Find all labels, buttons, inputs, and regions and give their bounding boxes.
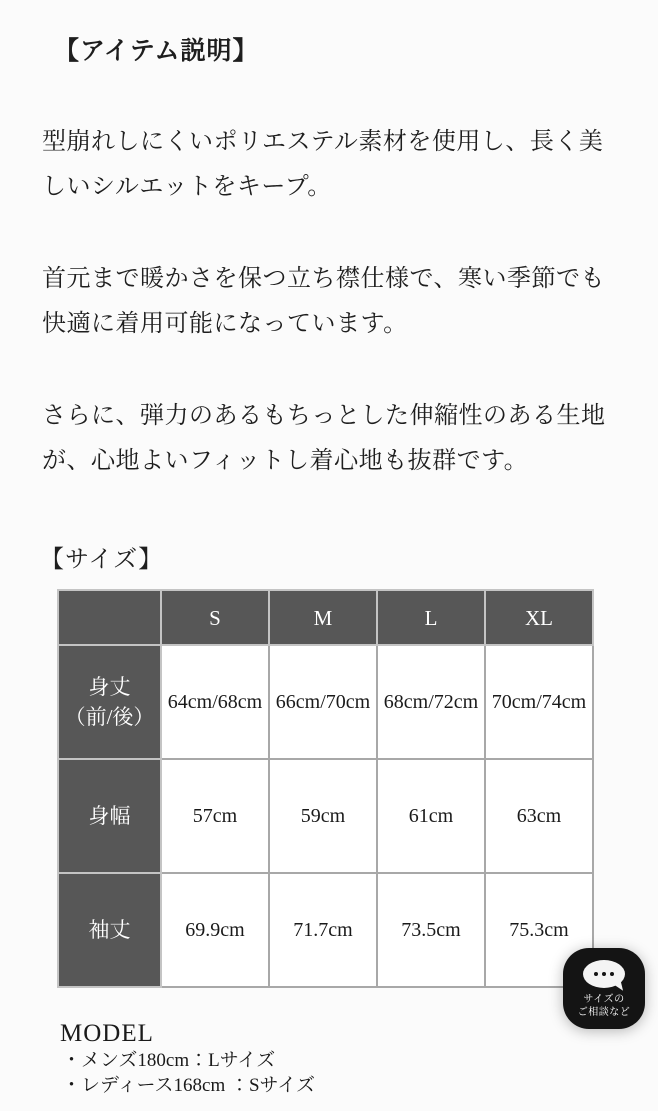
- item-description-heading: 【アイテム説明】: [54, 37, 259, 65]
- size-value-cell: 66cm/70cm: [269, 645, 377, 759]
- size-value-cell: 70cm/74cm: [485, 645, 593, 759]
- size-column-header-xl: XL: [485, 590, 593, 645]
- size-row-label: 袖丈: [58, 873, 161, 987]
- size-heading: 【サイズ】: [40, 547, 164, 573]
- item-description-text: [42, 119, 624, 483]
- size-value-cell: 75.3cm: [485, 873, 593, 987]
- description-paragraph-3: さらに、弾力のあるもちっとした伸縮性のある生地が、心地よいフィットし着心地も抜群です。: [42, 402, 606, 474]
- size-consultation-chat-button[interactable]: [563, 948, 645, 1029]
- size-table-row: [58, 645, 593, 759]
- product-detail-description-page: [0, 31, 658, 1098]
- size-table-header-row: [58, 590, 593, 645]
- size-column-header-m: M: [269, 590, 377, 645]
- chat-button-label: [578, 993, 631, 1019]
- size-value-cell: 63cm: [485, 759, 593, 873]
- model-item-mens: ・メンズ180cm：Lサイズ: [62, 1050, 276, 1071]
- size-table-corner-cell: [58, 590, 161, 645]
- chat-label-line2: ご相談など: [577, 1007, 631, 1018]
- description-paragraph-2: 首元まで暖かさを保つ立ち襟仕様で、寒い季節でも快適に着用可能になっています。: [42, 265, 606, 337]
- size-table-row: [58, 759, 593, 873]
- size-value-cell: 59cm: [269, 759, 377, 873]
- size-table: [57, 589, 594, 988]
- bubble-dot: [594, 972, 598, 976]
- model-title: MODEL: [60, 1020, 154, 1047]
- size-value-cell: 64cm/68cm: [161, 645, 269, 759]
- size-value-cell: 68cm/72cm: [377, 645, 485, 759]
- size-value-cell: 71.7cm: [269, 873, 377, 987]
- bubble-tail: [612, 981, 623, 993]
- description-paragraph-1: 型崩れしにくいポリエステル素材を使用し、長く美しいシルエットをキープ。: [42, 128, 604, 200]
- size-value-cell: 69.9cm: [161, 873, 269, 987]
- model-item-ladies: ・レディース168cm ：Sサイズ: [62, 1075, 316, 1096]
- size-value-cell: 57cm: [161, 759, 269, 873]
- bubble-dot: [602, 972, 606, 976]
- bubble-dot: [610, 972, 614, 976]
- size-table-body: [58, 645, 593, 987]
- chat-label-line1: サイズの: [583, 994, 625, 1005]
- size-row-label: 身丈 （前/後）: [58, 645, 161, 759]
- size-value-cell: 61cm: [377, 759, 485, 873]
- model-section: [60, 1020, 658, 1098]
- size-row-label: 身幅: [58, 759, 161, 873]
- speech-bubble-ellipsis-icon: [583, 960, 625, 988]
- size-column-header-s: S: [161, 590, 269, 645]
- size-value-cell: 73.5cm: [377, 873, 485, 987]
- size-table-row: [58, 873, 593, 987]
- size-column-header-l: L: [377, 590, 485, 645]
